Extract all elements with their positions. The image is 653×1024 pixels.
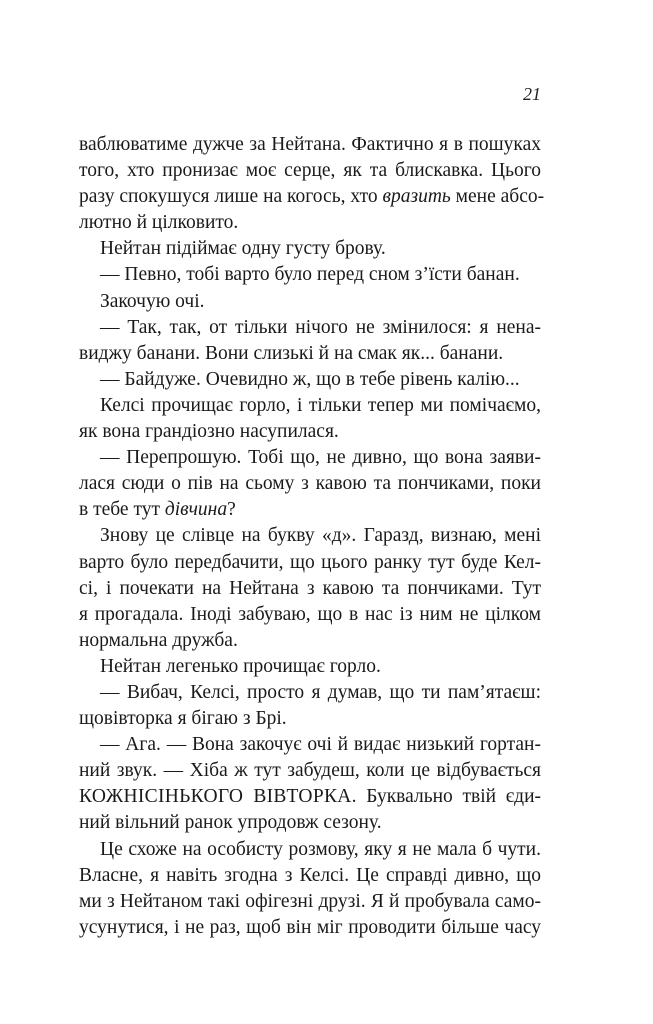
text-line: усунутися, і не раз, щоб він міг проводити більше часу xyxy=(79,916,541,938)
text-line: — Так, так, от тільки нічого не змінилося: я нена- xyxy=(100,316,541,338)
text-line: Власне, я навіть згодна з Келсі. Це справді дивно, що xyxy=(79,864,541,886)
text-line: сі, і почекати на Нейтана з кавою та пончиками. Тут xyxy=(79,577,541,599)
text-line: ми з Нейтаном такі офігезні друзі. Я й пробувала само- xyxy=(79,890,541,912)
text-line: ний звук. — Хіба ж тут забудеш, коли це відбувається xyxy=(79,760,541,782)
text-line: ний вільний ранок упродовж сезону. xyxy=(79,812,382,834)
text-line: як вона грандіозно насупилася. xyxy=(79,421,339,443)
text-line: — Певно, тобі варто було перед сном з’їсти банан. xyxy=(100,264,520,286)
text-line: — Перепрошую. Тобі що, не дивно, що вона заяви- xyxy=(100,447,541,469)
text-line: разу спокушуся лише на когось, хто вразить мене абсо- xyxy=(79,186,545,208)
page-number: 21 xyxy=(523,84,541,104)
text-line: лася сюди о пів на сьому з кавою та пончиками, поки xyxy=(79,473,541,495)
text-line: КОЖНІСІНЬКОГО ВІВТОРКА. Буквально твій єди- xyxy=(79,786,541,808)
caps-emphasis: КОЖНІСІНЬКОГО ВІВТОРКА xyxy=(79,786,352,808)
text-line: нормальна дружба. xyxy=(79,629,238,651)
text-line: в тебе тут дівчина? xyxy=(79,499,236,521)
text-line: — Ага. — Вона закочує очі й видає низький гортан- xyxy=(100,734,541,756)
text-line: Нейтан легенько прочищає горло. xyxy=(100,655,381,677)
text-line: ваблюватиме дужче за Нейтана. Фактично я в пошуках xyxy=(79,134,541,155)
text-line: Нейтан підіймає одну густу брову. xyxy=(100,238,386,260)
text-line: я прогадала. Іноді забуваю, що в нас із ним не цілком xyxy=(79,603,541,625)
body-text xyxy=(79,132,545,941)
text-line: Келсі прочищає горло, і тільки тепер ми помічаємо, xyxy=(100,394,541,416)
text-line: Знову це слівце на букву «д». Гаразд, визнаю, мені xyxy=(100,525,541,547)
text-line: виджу банани. Вони слизькі й на смак як... банани. xyxy=(79,342,504,364)
emphasis: вразить xyxy=(382,186,451,208)
emphasis: дівчина xyxy=(164,499,228,521)
text-line: — Вибач, Келсі, просто я думав, що ти пам’ятаєш: xyxy=(100,681,541,703)
text-line: Закочую очі. xyxy=(100,290,205,312)
text-line: Це схоже на особисту розмову, яку я не мала б чути. xyxy=(100,838,541,860)
text-line: варто було передбачити, що цього ранку тут буде Кел- xyxy=(79,551,541,573)
text-line: щовівторка я бігаю з Брі. xyxy=(79,708,287,730)
text-line: — Байдуже. Очевидно ж, що в тебе рівень калію... xyxy=(100,368,520,390)
text-line: лютно й цілковито. xyxy=(79,212,239,234)
text-line: того, хто пронизає моє серце, як та блискавка. Цього xyxy=(79,160,541,182)
